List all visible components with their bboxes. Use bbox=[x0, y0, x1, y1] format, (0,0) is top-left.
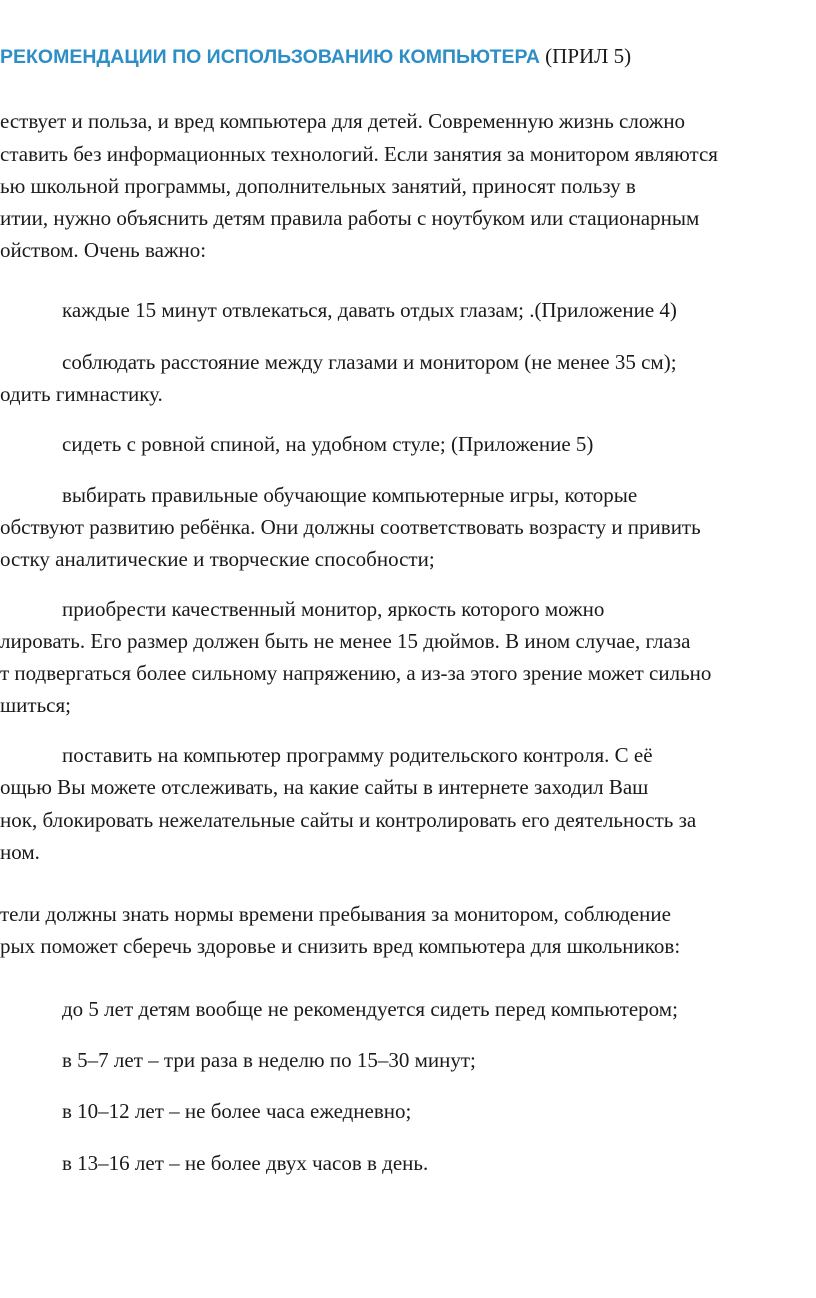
text-line: остку аналитические и творческие способности; bbox=[0, 547, 435, 571]
text-line: шиться; bbox=[0, 693, 71, 717]
norm-item: в 13–16 лет – не более двух часов в день. bbox=[62, 1151, 429, 1175]
text-line: каждые 15 минут отвлекаться, давать отдых глазам; .(Приложение 4) bbox=[62, 298, 677, 322]
text-line: одить гимнастику. bbox=[0, 382, 163, 406]
text-line: ойством. Очень важно: bbox=[0, 238, 207, 262]
norm-item: до 5 лет детям вообще не рекомендуется сидеть перед компьютером; bbox=[62, 997, 678, 1021]
text-line: ставить без информационных технологий. Если занятия за монитором являются bbox=[0, 142, 718, 166]
text-line: ном. bbox=[0, 840, 40, 864]
text-line: т подвергаться более сильному напряжению, а из-за этого зрение может сильно bbox=[0, 661, 712, 685]
text-line: соблюдать расстояние между глазами и монитором (не менее 35 см); bbox=[62, 350, 677, 374]
norm-item: в 10–12 лет – не более часа ежедневно; bbox=[62, 1099, 412, 1123]
text-line: выбирать правильные обучающие компьютерные игры, которые bbox=[62, 483, 638, 507]
text-line: тели должны знать нормы времени пребывания за монитором, соблюдение bbox=[0, 902, 671, 926]
text-line: рых поможет сберечь здоровье и снизить вред компьютера для школьников: bbox=[0, 934, 681, 958]
text-line: ью школьной программы, дополнительных занятий, приносят пользу в bbox=[0, 174, 636, 198]
text-line: поставить на компьютер программу родительского контроля. С её bbox=[62, 743, 653, 767]
text-line: нок, блокировать нежелательные сайты и контролировать его деятельность за bbox=[0, 808, 697, 832]
text-line: лировать. Его размер должен быть не менее 15 дюймов. В ином случае, глаза bbox=[0, 629, 691, 653]
norm-item: в 5–7 лет – три раза в неделю по 15–30 минут; bbox=[62, 1048, 476, 1072]
title-suffix: (ПРИЛ 5) bbox=[539, 44, 632, 68]
text-line: сидеть с ровной спиной, на удобном стуле; (Приложение 5) bbox=[62, 432, 594, 456]
text-line: ествует и польза, и вред компьютера для детей. Современную жизнь сложно bbox=[0, 109, 686, 133]
title-heading: РЕКОМЕНДАЦИИ ПО ИСПОЛЬЗОВАНИЮ КОМПЬЮТЕРА bbox=[0, 46, 540, 68]
text-line: приобрести качественный монитор, яркость которого можно bbox=[62, 597, 605, 621]
text-line: обствуют развитию ребёнка. Они должны соответствовать возрасту и привить bbox=[0, 515, 701, 539]
text-line: ощью Вы можете отслеживать, на какие сайты в интернете заходил Ваш bbox=[0, 775, 649, 799]
page-title bbox=[0, 44, 631, 69]
text-line: итии, нужно объяснить детям правила работы с ноутбуком или стационарным bbox=[0, 206, 700, 230]
